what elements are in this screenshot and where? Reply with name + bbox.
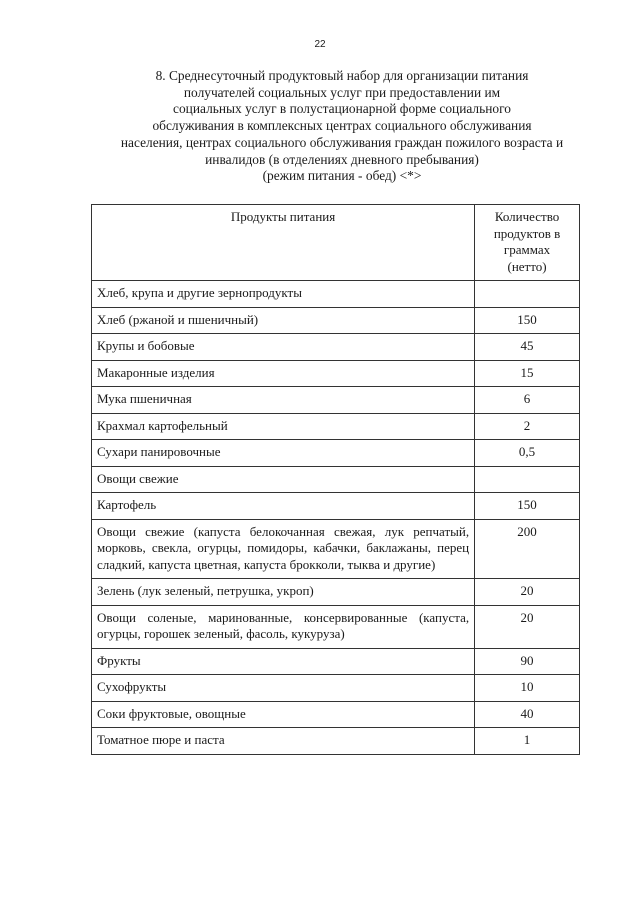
- heading-line: получателей социальных услуг при предоставлении им: [183, 84, 501, 100]
- table-row: [92, 605, 580, 648]
- table-row: [92, 387, 580, 414]
- product-name-cell: Макаронные изделия: [92, 360, 475, 387]
- quantity-cell: 40: [475, 701, 580, 728]
- table-row: [92, 579, 580, 606]
- table-row: [92, 648, 580, 675]
- table-row: [92, 466, 580, 493]
- product-name-cell: Зелень (лук зеленый, петрушка, укроп): [92, 579, 475, 606]
- quantity-header-line: Количество: [494, 209, 560, 224]
- product-table: [91, 204, 580, 755]
- product-name-cell: Овощи соленые, маринованные, консервированные (капуста, огурцы, горошек зеленый, фасоль, кукуруза): [92, 605, 475, 648]
- quantity-cell: [475, 281, 580, 308]
- document-heading: [88, 68, 596, 185]
- quantity-cell: 20: [475, 579, 580, 606]
- quantity-cell: [475, 466, 580, 493]
- quantity-cell: 1: [475, 728, 580, 755]
- product-name-cell: Мука пшеничная: [92, 387, 475, 414]
- product-name-cell: Сухари панировочные: [92, 440, 475, 467]
- quantity-column-header: [475, 205, 580, 281]
- product-name-cell: Картофель: [92, 493, 475, 520]
- quantity-cell: 150: [475, 307, 580, 334]
- product-name-cell: Крахмал картофельный: [92, 413, 475, 440]
- table-row: [92, 728, 580, 755]
- table-header-row: [92, 205, 580, 281]
- table-row: [92, 334, 580, 361]
- quantity-cell: 10: [475, 675, 580, 702]
- quantity-cell: 90: [475, 648, 580, 675]
- product-name-cell: Сухофрукты: [92, 675, 475, 702]
- product-name-cell: Томатное пюре и паста: [92, 728, 475, 755]
- quantity-cell: 2: [475, 413, 580, 440]
- table-row: [92, 493, 580, 520]
- quantity-cell: 150: [475, 493, 580, 520]
- table-body: [92, 281, 580, 755]
- table-row: [92, 360, 580, 387]
- quantity-cell: 6: [475, 387, 580, 414]
- table-row: [92, 281, 580, 308]
- product-name-cell: Крупы и бобовые: [92, 334, 475, 361]
- heading-line: обслуживания в комплексных центрах социального обслуживания: [152, 118, 532, 134]
- heading-line: социальных услуг в полустационарной форме социального: [173, 101, 511, 117]
- quantity-cell: 200: [475, 519, 580, 579]
- product-name-cell: Соки фруктовые, овощные: [92, 701, 475, 728]
- quantity-cell: 15: [475, 360, 580, 387]
- product-name-cell: Овощи свежие: [92, 466, 475, 493]
- product-name-cell: Овощи свежие (капуста белокочанная свежая, лук репчатый, морковь, свекла, огурцы, помидоры, кабачки, баклажаны, перец сладкий, капуста цветная, капуста брокколи, тыква и другие): [92, 519, 475, 579]
- product-name-cell: Фрукты: [92, 648, 475, 675]
- table-row: [92, 307, 580, 334]
- quantity-header-line: граммах: [503, 242, 551, 257]
- quantity-header-line: продуктов в: [493, 225, 561, 241]
- heading-line: населения, центрах социального обслуживания граждан пожилого возраста и: [120, 134, 564, 150]
- heading-line: (режим питания - обед) <*>: [262, 168, 422, 184]
- quantity-cell: 20: [475, 605, 580, 648]
- heading-line: инвалидов (в отделениях дневного пребывания): [205, 151, 479, 167]
- quantity-cell: 45: [475, 334, 580, 361]
- table-row: [92, 440, 580, 467]
- page-number: 22: [314, 39, 326, 50]
- table-row: [92, 701, 580, 728]
- table-row: [92, 413, 580, 440]
- heading-line: 8. Среднесуточный продуктовый набор для организации питания: [155, 68, 529, 83]
- quantity-cell: 0,5: [475, 440, 580, 467]
- table-row: [92, 519, 580, 579]
- table-row: [92, 675, 580, 702]
- product-column-header: Продукты питания: [92, 205, 475, 281]
- quantity-header-line: (нетто): [507, 258, 547, 274]
- product-name-cell: Хлеб (ржаной и пшеничный): [92, 307, 475, 334]
- product-name-cell: Хлеб, крупа и другие зернопродукты: [92, 281, 475, 308]
